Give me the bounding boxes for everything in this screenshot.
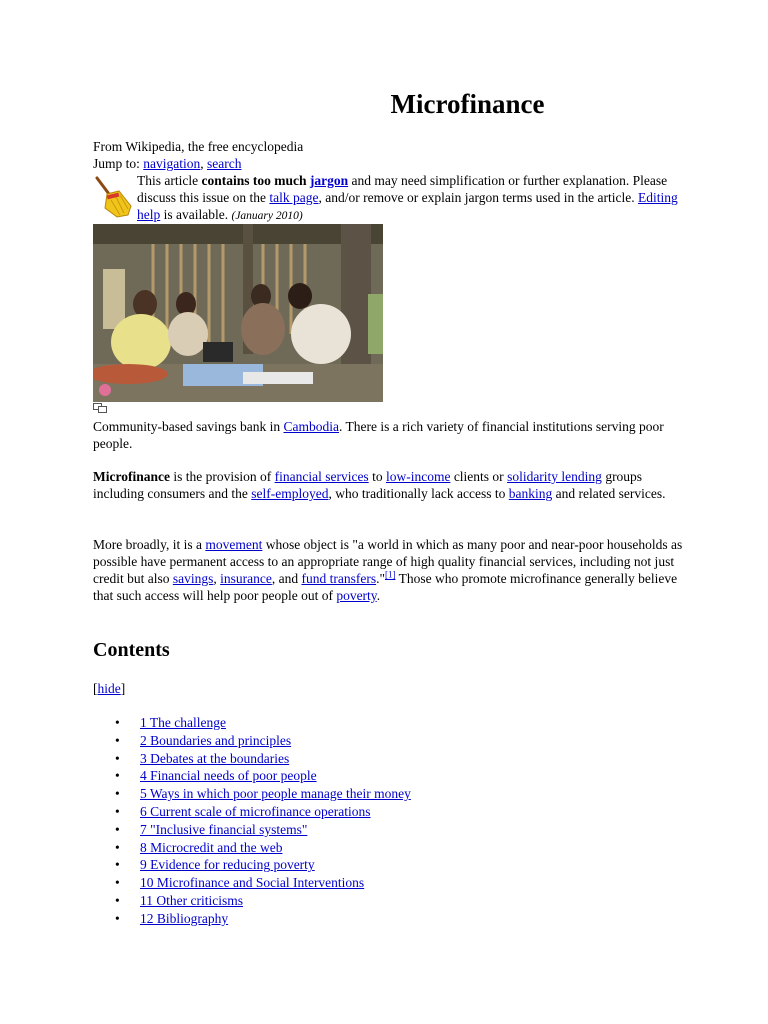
banking-link[interactable]: banking: [508, 486, 553, 501]
bullet: •: [115, 892, 120, 908]
poverty-link[interactable]: poverty: [336, 588, 377, 603]
jump-separator: ,: [200, 156, 208, 171]
toc-link[interactable]: 12 Bibliography: [140, 910, 229, 926]
paragraph-text: ,: [213, 571, 221, 586]
toc-link[interactable]: 2 Boundaries and principles: [140, 732, 292, 748]
bullet: •: [115, 857, 120, 873]
bracket: [: [93, 681, 98, 696]
bullet: •: [115, 732, 120, 748]
toc-item: [115, 892, 411, 910]
bullet: •: [115, 803, 120, 819]
movement-link[interactable]: movement: [205, 537, 263, 552]
toc-list: [115, 714, 411, 928]
paragraph-text: whose object is "a world in which as many poor and near-poor households as possible have permanent access to an appropriate range of high quality financial services, including not just credit but also: [93, 537, 683, 586]
notice-date: (January 2010): [231, 210, 303, 222]
toc-link[interactable]: 5 Ways in which poor people manage their money: [140, 786, 411, 802]
toc-link[interactable]: 10 Microfinance and Social Interventions: [140, 875, 365, 891]
magnify-icon[interactable]: [93, 403, 107, 413]
paragraph-text: and related services.: [552, 486, 666, 501]
paragraph-text: .: [376, 588, 381, 603]
cambodia-link[interactable]: Cambodia: [283, 419, 339, 434]
toc-link[interactable]: 8 Microcredit and the web: [140, 839, 283, 855]
second-paragraph: [93, 536, 683, 604]
bullet: •: [115, 875, 120, 891]
paragraph-text: is the provision of: [169, 469, 275, 484]
bullet: •: [115, 715, 120, 730]
toc-item: [115, 839, 411, 857]
notice-text: This article: [137, 173, 202, 188]
toc-item: [115, 785, 411, 803]
bullet: •: [115, 786, 120, 802]
toc-link[interactable]: 1 The challenge: [140, 715, 226, 730]
low-income-link[interactable]: low-income: [385, 469, 451, 484]
contents-heading: Contents: [93, 639, 170, 661]
notice-text: , and/or remove or explain jargon terms used in the article.: [318, 190, 639, 205]
toc-item: [115, 750, 411, 768]
savings-link[interactable]: savings: [172, 571, 214, 586]
paragraph-text: to: [368, 469, 386, 484]
editing-help-link[interactable]: Editing help: [137, 190, 678, 222]
bracket: ]: [120, 681, 126, 696]
notice-text: and may need simplification or further explanation. Please discuss this issue on the: [137, 173, 668, 205]
toc-item: [115, 732, 411, 750]
jargon-link[interactable]: jargon: [309, 173, 349, 188]
toc-link[interactable]: 3 Debates at the boundaries: [140, 750, 290, 766]
toc-item: [115, 874, 411, 892]
notice-bold-text: contains too much: [201, 173, 310, 188]
insurance-link[interactable]: insurance: [220, 571, 272, 586]
toc-item: [115, 821, 411, 839]
paragraph-text: .": [376, 571, 385, 586]
fund-transfers-link[interactable]: fund transfers: [301, 571, 377, 586]
toc-link[interactable]: 6 Current scale of microfinance operations: [140, 803, 371, 819]
jump-to-line: [93, 155, 683, 172]
paragraph-text: clients or: [450, 469, 508, 484]
search-link[interactable]: search: [207, 156, 242, 171]
toc-link[interactable]: 4 Financial needs of poor people: [140, 768, 317, 784]
savings-bank-photo[interactable]: [93, 224, 383, 402]
talk-page-link[interactable]: talk page: [269, 190, 319, 205]
site-subtitle: From Wikipedia, the free encyclopedia: [93, 139, 304, 154]
broom-icon: [93, 176, 133, 218]
toc-item: [115, 856, 411, 874]
page-title: Microfinance: [390, 89, 545, 119]
toc-link[interactable]: 9 Evidence for reducing poverty: [140, 857, 315, 873]
caption-text: Community-based savings bank in: [93, 419, 284, 434]
term-bold: Microfinance: [93, 469, 170, 484]
paragraph-text: Those who promote microfinance generally believe that such access will help poor people out of: [93, 571, 678, 603]
toc-item: [115, 910, 411, 928]
jargon-notice-text: [137, 172, 682, 225]
image-caption: [93, 418, 683, 452]
bullet: •: [115, 821, 120, 837]
toc-link[interactable]: 7 "Inclusive financial systems": [140, 821, 308, 837]
bullet: •: [115, 910, 120, 926]
bullet: •: [115, 750, 120, 766]
bullet: •: [115, 768, 120, 784]
financial-services-link[interactable]: financial services: [274, 469, 369, 484]
toc-item: [115, 714, 411, 732]
paragraph-text: More broadly, it is a: [93, 537, 206, 552]
paragraph-text: groups including consumers and the: [93, 469, 643, 501]
solidarity-lending-link[interactable]: solidarity lending: [507, 469, 602, 484]
paragraph-text: , who traditionally lack access to: [328, 486, 509, 501]
self-employed-link[interactable]: self-employed: [251, 486, 329, 501]
jump-prefix: Jump to:: [93, 156, 144, 171]
toc-item: [115, 803, 411, 821]
caption-text: . There is a rich variety of financial institutions serving poor people.: [93, 419, 664, 451]
toc-toggle: [93, 680, 683, 697]
bullet: •: [115, 839, 120, 855]
notice-text: is available.: [160, 207, 232, 222]
toc-link[interactable]: 11 Other criticisms: [140, 892, 243, 908]
intro-paragraph: [93, 468, 683, 502]
reference-link[interactable]: [1]: [384, 569, 396, 580]
navigation-link[interactable]: navigation: [143, 156, 201, 171]
hide-link[interactable]: hide: [97, 681, 121, 696]
toc-item: [115, 767, 411, 785]
paragraph-text: , and: [271, 571, 302, 586]
